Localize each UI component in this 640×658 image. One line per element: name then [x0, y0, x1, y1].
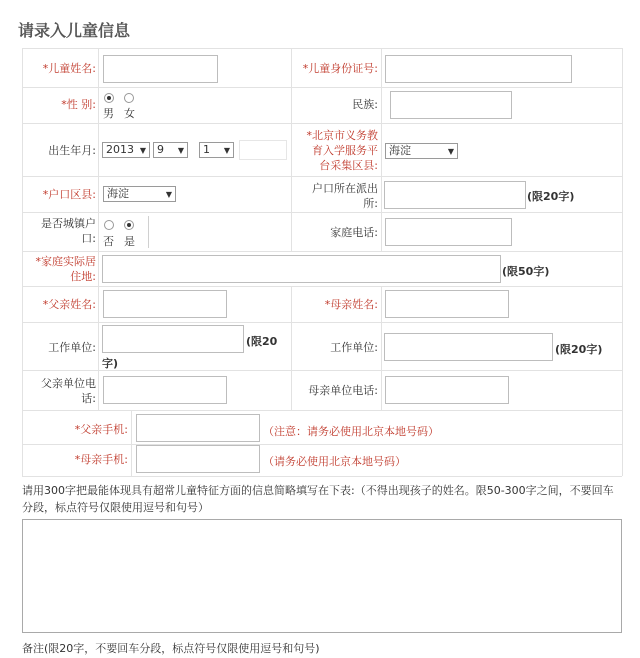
- birth-extra-input[interactable]: [239, 140, 287, 160]
- birth-year-value: 2013: [106, 143, 134, 156]
- child-id-input[interactable]: [385, 55, 572, 83]
- gender-female-radio[interactable]: [124, 93, 134, 103]
- address-input[interactable]: [102, 255, 501, 283]
- mother-name-input[interactable]: [385, 290, 509, 318]
- mother-work-label: 工作单位:: [330, 341, 378, 354]
- hukou-district-value: 海淀: [107, 187, 129, 200]
- mother-mobile-input[interactable]: [136, 445, 260, 473]
- chevron-down-icon: ▼: [165, 190, 172, 199]
- collection-district-label-2: 育入学服务平: [312, 144, 378, 157]
- father-work-phone-input[interactable]: [103, 376, 227, 404]
- gender-female-label: 女: [124, 107, 135, 120]
- page-title: 请录入儿童信息: [18, 21, 131, 40]
- hukou-district-label: *户口区县:: [42, 188, 96, 201]
- birth-month-select[interactable]: [153, 142, 188, 158]
- police-station-label-1: 户口所在派出: [312, 182, 378, 195]
- father-name-label: *父亲姓名:: [42, 298, 96, 311]
- child-id-label: *儿童身份证号:: [302, 62, 378, 75]
- birth-day-select[interactable]: [199, 142, 234, 158]
- child-name-input[interactable]: [103, 55, 218, 83]
- father-mobile-label: *父亲手机:: [74, 423, 128, 436]
- urban-hukou-yes-label: 是: [124, 235, 135, 248]
- home-phone-label: 家庭电话:: [330, 226, 378, 239]
- birth-label: 出生年月:: [48, 144, 96, 157]
- father-name-input[interactable]: [103, 290, 227, 318]
- gender-label: *性 别:: [61, 98, 96, 111]
- mother-mobile-note: （请务必使用北京本地号码）: [263, 455, 406, 468]
- father-mobile-input[interactable]: [136, 414, 260, 442]
- remarks-label: 备注(限20字，不要回车分段，标点符号仅限使用逗号和句号): [22, 642, 320, 655]
- police-station-limit: (限20字): [527, 190, 575, 203]
- father-work-limit-a: (限20: [246, 335, 278, 348]
- father-work-phone-label-2: 话:: [81, 392, 96, 405]
- father-mobile-note: （注意：请务必使用北京本地号码）: [263, 425, 439, 438]
- description-instructions: 请用300字把最能体现具有超常儿童特征方面的信息简略填写在下表:（不得出现孩子的姓名。限50-300字之间，不要回车分段，标点符号仅限使用逗号和句号）: [22, 484, 614, 514]
- collection-district-label-3: 台采集区县:: [319, 159, 378, 172]
- urban-hukou-label-2: 口:: [81, 232, 96, 245]
- hukou-district-select[interactable]: [103, 186, 176, 202]
- police-station-label-2: 所:: [363, 197, 378, 210]
- ethnicity-label: 民族:: [352, 98, 378, 111]
- address-label-1: *家庭实际居: [35, 255, 96, 268]
- father-work-label: 工作单位:: [48, 341, 96, 354]
- chevron-down-icon: ▼: [223, 146, 230, 155]
- police-station-input[interactable]: [384, 181, 526, 209]
- child-name-label: *儿童姓名:: [42, 62, 96, 75]
- ethnicity-input[interactable]: [390, 91, 512, 119]
- chevron-down-icon: ▼: [139, 146, 146, 155]
- father-work-phone-label-1: 父亲单位电: [41, 377, 96, 390]
- mother-work-limit: (限20字): [555, 343, 603, 356]
- urban-hukou-no-label: 否: [103, 235, 114, 248]
- urban-hukou-no-radio[interactable]: [104, 220, 114, 230]
- collection-district-value: 海淀: [389, 144, 411, 157]
- father-work-input[interactable]: [102, 325, 244, 353]
- father-work-limit-b: 字): [102, 357, 119, 370]
- mother-work-input[interactable]: [384, 333, 553, 361]
- chevron-down-icon: ▼: [177, 146, 184, 155]
- birth-day-value: 1: [203, 143, 210, 156]
- birth-year-select[interactable]: [102, 142, 150, 158]
- urban-hukou-yes-radio[interactable]: [124, 220, 134, 230]
- mother-work-phone-input[interactable]: [385, 376, 509, 404]
- mother-mobile-label: *母亲手机:: [74, 453, 128, 466]
- urban-hukou-label-1: 是否城镇户: [41, 217, 96, 230]
- address-limit: (限50字): [502, 265, 550, 278]
- birth-month-value: 9: [157, 143, 164, 156]
- chevron-down-icon: ▼: [447, 147, 454, 156]
- description-textarea[interactable]: [22, 519, 622, 633]
- mother-work-phone-label: 母亲单位电话:: [308, 384, 378, 397]
- home-phone-input[interactable]: [385, 218, 512, 246]
- collection-district-label-1: *北京市义务教: [306, 129, 378, 142]
- gender-male-radio[interactable]: [104, 93, 114, 103]
- gender-male-label: 男: [103, 107, 114, 120]
- mother-name-label: *母亲姓名:: [324, 298, 378, 311]
- address-label-2: 住地:: [70, 270, 96, 283]
- collection-district-select[interactable]: [385, 143, 458, 159]
